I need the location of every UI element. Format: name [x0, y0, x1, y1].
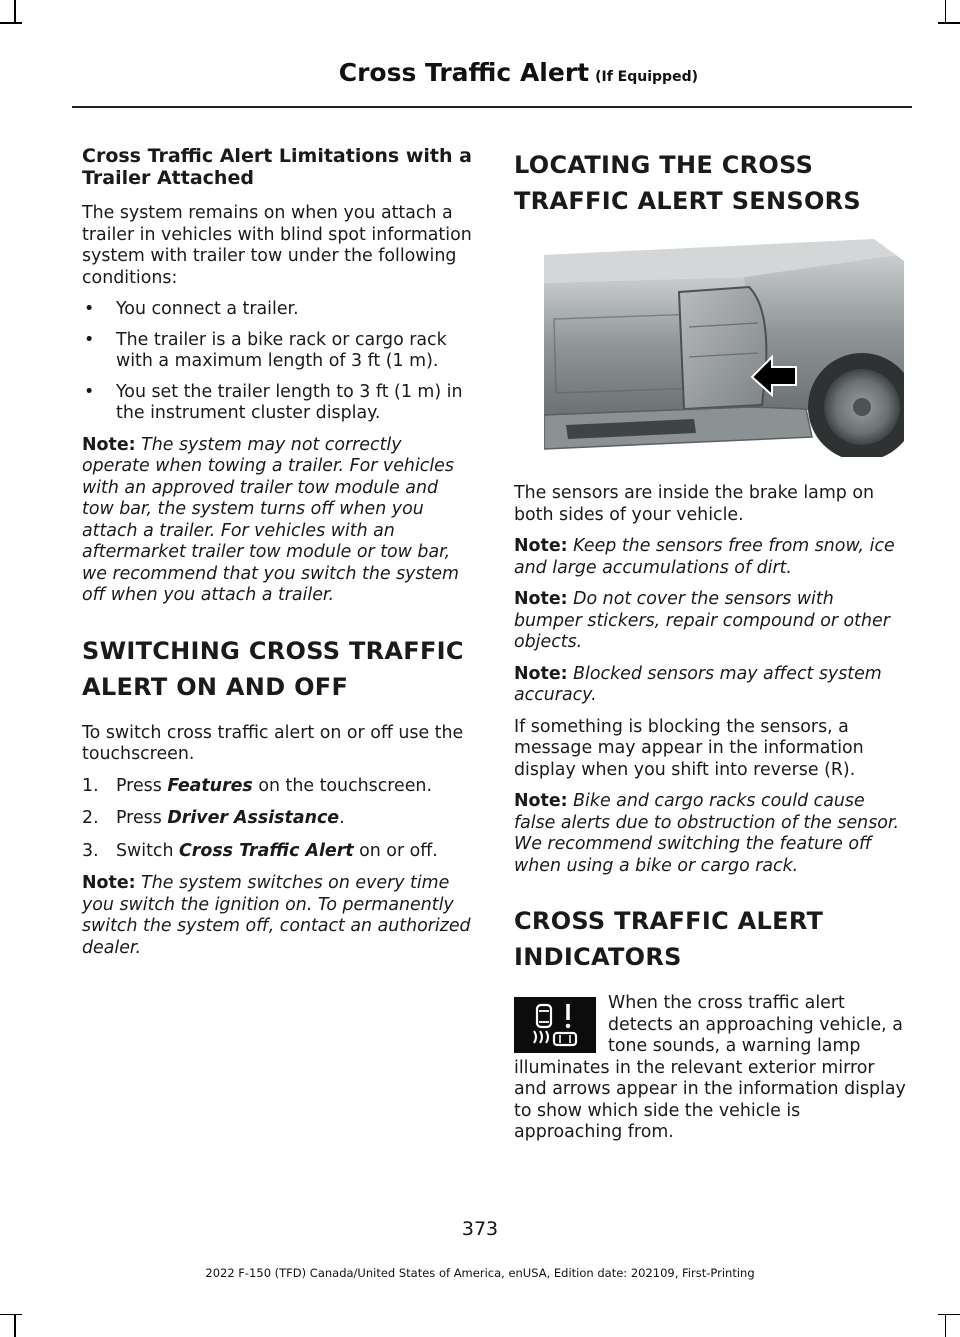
header-title: Cross Traffic Alert	[338, 58, 590, 87]
limitations-heading: Cross Traffic Alert Limitations with a Trailer Attached	[82, 145, 472, 189]
crop-mark	[945, 0, 947, 22]
locating-heading: LOCATING THE CROSS TRAFFIC ALERT SENSORS	[514, 151, 862, 215]
crop-mark	[938, 22, 960, 24]
right-column	[514, 145, 906, 1154]
list-item: • The trailer is a bike rack or cargo rack with a maximum length of 3 ft (1 m).	[84, 329, 447, 371]
note-trailer: Note: The system may not correctly operate when towing a trailer. For vehicles with an approved trailer tow module and tow bar, the system turns off when you attach a trailer. For vehicles with an aftermarket trailer tow module or tow bar, we recommend that you switch the system off when you attach a trailer.	[82, 434, 459, 605]
note-snow: Note: Keep the sensors free from snow, ice and large accumulations of dirt.	[514, 536, 895, 578]
crop-mark	[14, 0, 16, 22]
note-blocked: Note: Blocked sensors may affect system accuracy.	[514, 663, 882, 705]
switching-intro: To switch cross traffic alert on or off use the touchscreen.	[82, 722, 464, 764]
switching-heading: SWITCHING CROSS TRAFFIC ALERT ON AND OFF	[82, 636, 464, 701]
page-number: 373	[461, 1218, 499, 1240]
blocking-message-text: If something is blocking the sensors, a message may appear in the information display when you shift into reverse (R).	[514, 716, 864, 780]
menu-reference: Features	[167, 775, 253, 796]
list-item: 1. Press Features on the touchscreen.	[82, 775, 432, 796]
crop-mark	[938, 1314, 960, 1316]
left-column	[82, 145, 474, 969]
list-item: • You set the trailer length to 3 ft (1 m) in the instrument cluster display.	[84, 381, 463, 423]
limitations-intro: The system remains on when you attach a trailer in vehicles with blind spot information system with trailer tow under the following conditions:	[82, 203, 472, 288]
steps-list	[82, 776, 474, 863]
brake-lamp	[679, 287, 766, 409]
list-item: 2. Press Driver Assistance.	[82, 808, 345, 828]
note-ignition: Note: The system switches on every time you switch the ignition on. To permanently switch the system off, contact an authorized dealer.	[82, 873, 471, 958]
crop-mark	[945, 1315, 947, 1337]
conditions-list	[82, 299, 474, 425]
footer-edition: 2022 F-150 (TFD) Canada/United States of America, enUSA, Edition date: 202109, First-Printing	[205, 1266, 755, 1280]
crop-mark	[0, 22, 22, 24]
note-cover: Note: Do not cover the sensors with bumper stickers, repair compound or other objects.	[514, 589, 890, 652]
indicators-heading: CROSS TRAFFIC ALERT INDICATORS	[514, 907, 824, 971]
bullet: •	[84, 381, 95, 402]
bullet: •	[84, 299, 95, 319]
truck-rear-sensor-location-illustration	[544, 237, 916, 457]
list-item: 3. Switch Cross Traffic Alert on or off.	[82, 840, 438, 861]
header-rule	[72, 106, 912, 108]
menu-reference: Driver Assistance	[167, 808, 340, 828]
header-subtitle: (If Equipped)	[595, 69, 698, 85]
list-item: • You connect a trailer.	[84, 299, 299, 319]
cross-traffic-alert-warning-icon	[514, 997, 596, 1053]
page-header	[339, 58, 698, 87]
indicators-text: When the cross traffic alert detects an approaching vehicle, a tone sounds, a warning lamp illuminates in the relevant exterior mirror and arrows appear in the information display to show which side the vehicle is approaching from.	[514, 993, 906, 1142]
crop-mark	[14, 1315, 16, 1337]
crop-mark	[0, 1314, 22, 1316]
note-racks: Note: Bike and cargo racks could cause false alerts due to obstruction of the sensor. We recommend switching the feature off when using a bike or cargo rack.	[514, 791, 899, 876]
bullet: •	[84, 329, 95, 350]
truck-illustration-icon	[544, 237, 904, 457]
menu-reference: Cross Traffic Alert	[179, 840, 354, 861]
indicator-block	[514, 993, 906, 1144]
sensors-location-text: The sensors are inside the brake lamp on both sides of your vehicle.	[514, 483, 875, 525]
